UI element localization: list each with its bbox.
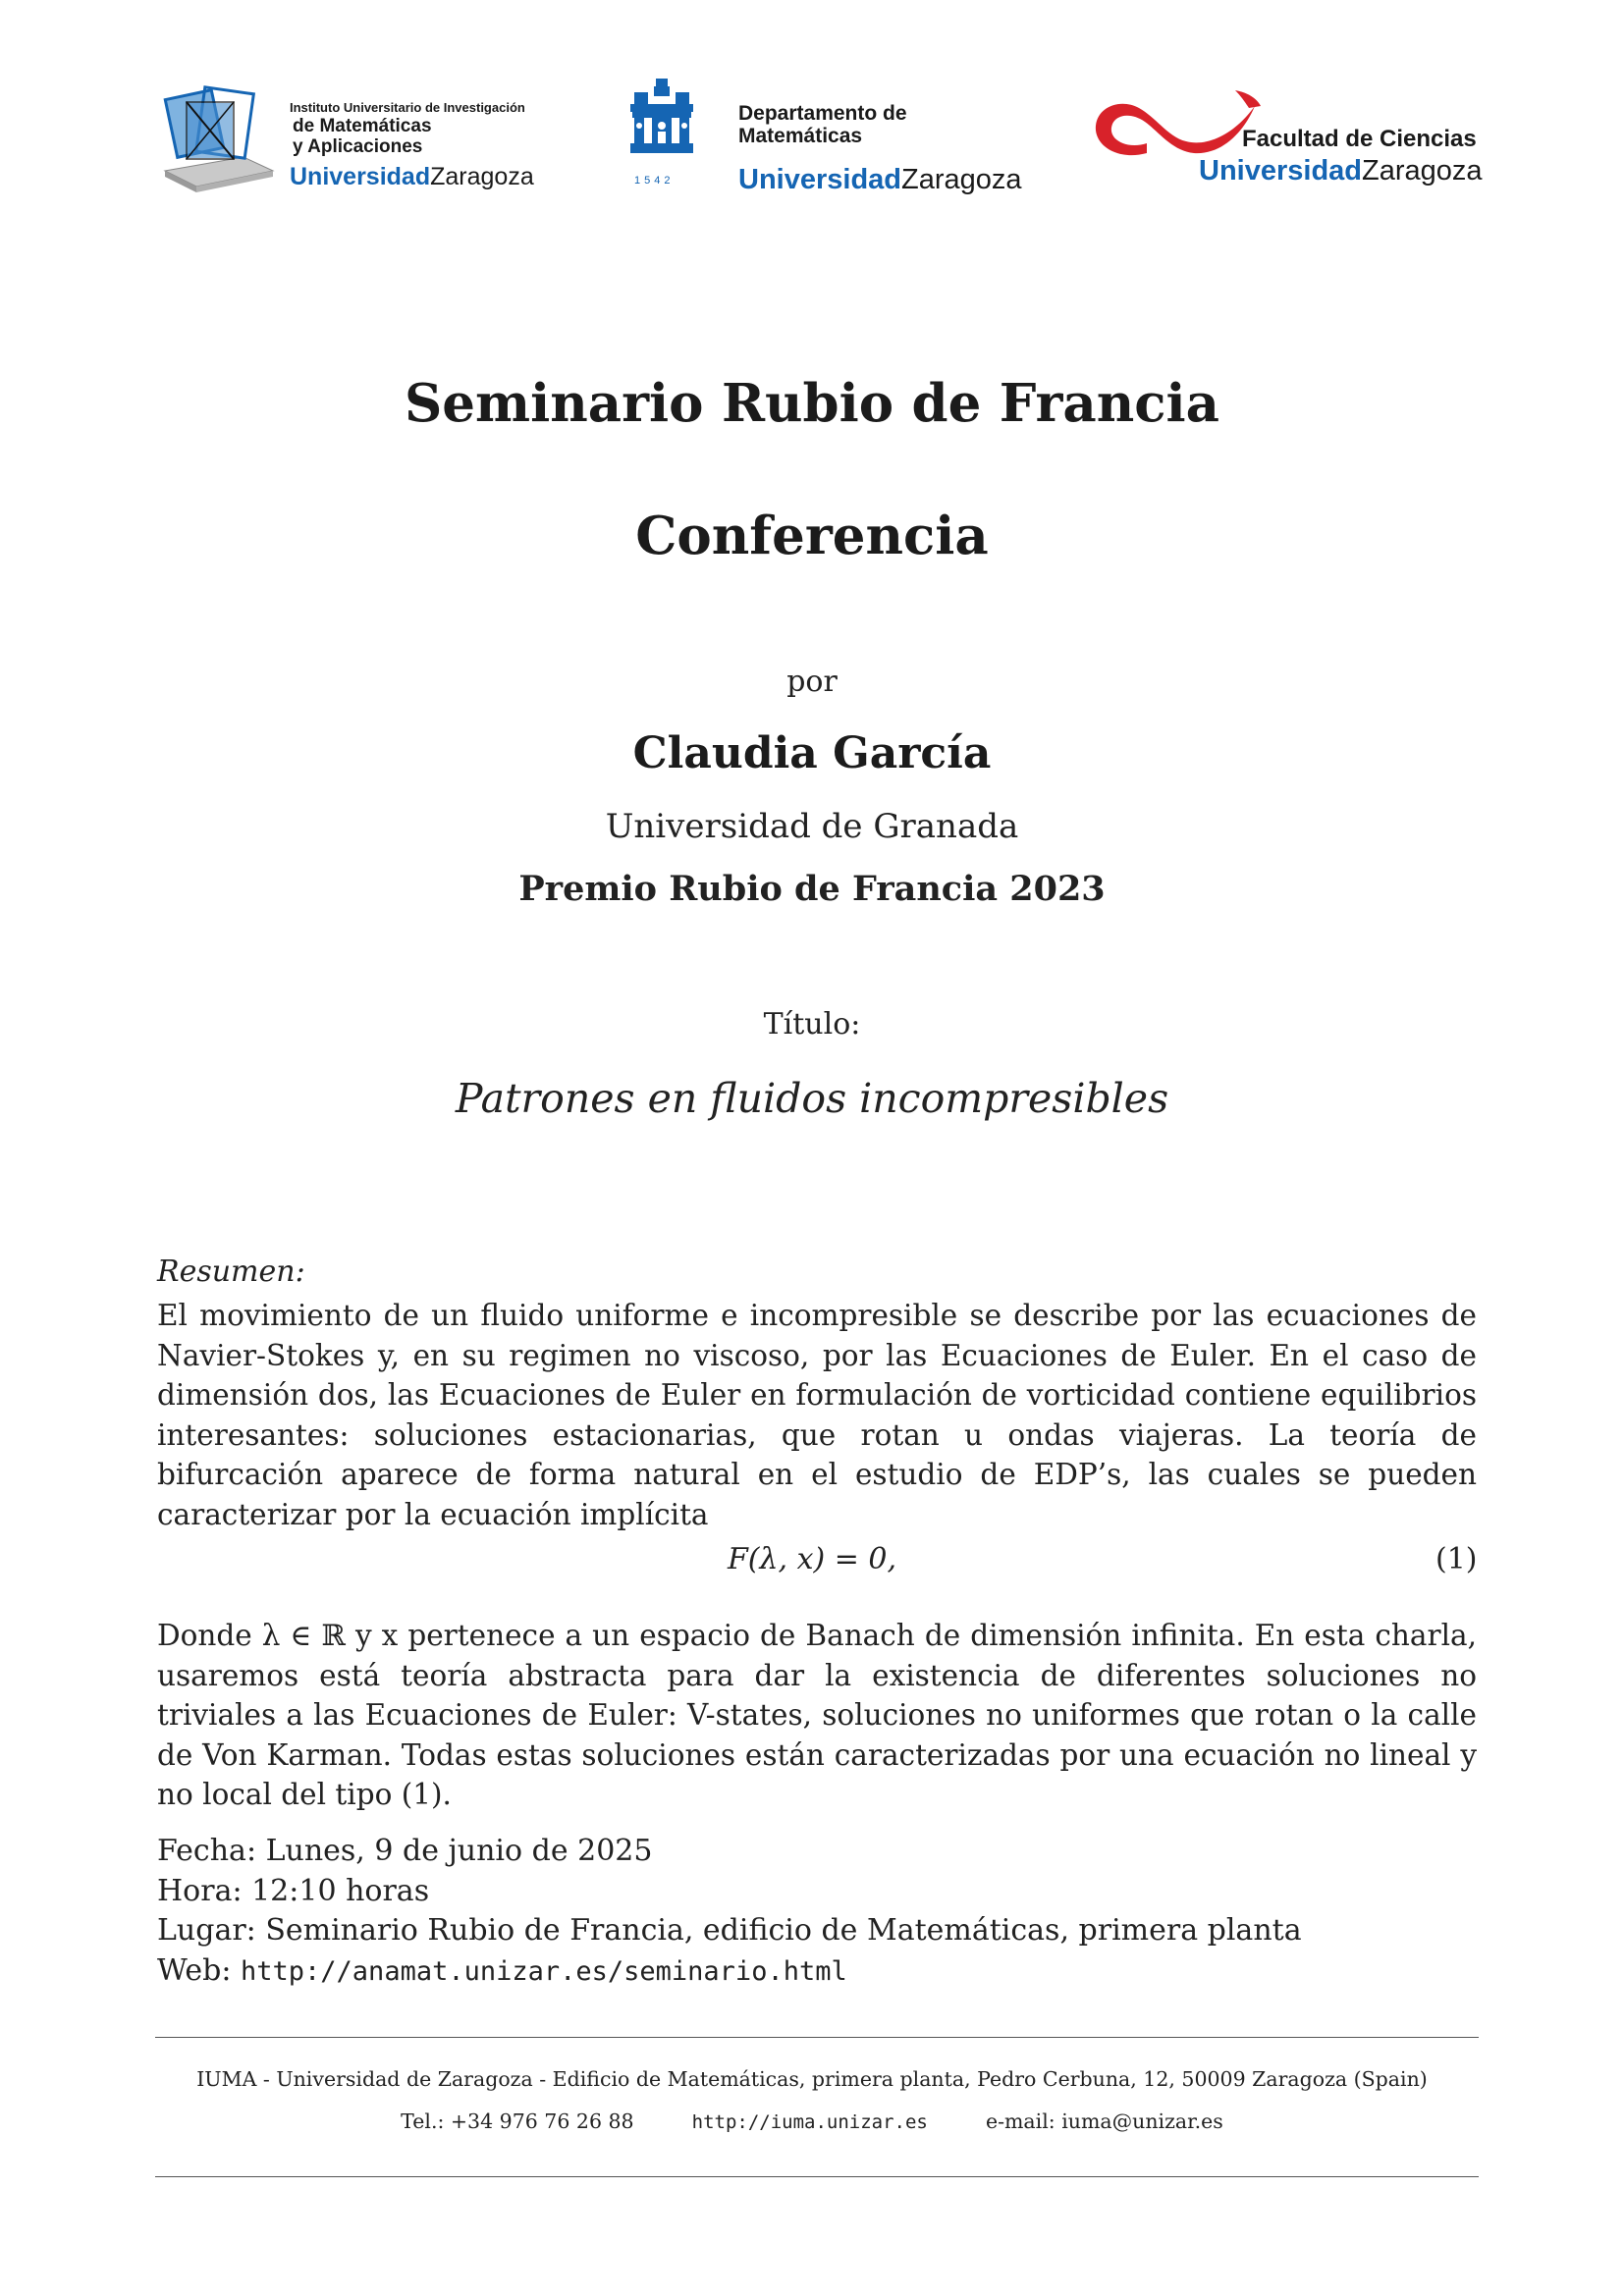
castle-emblem-icon (626, 77, 697, 169)
facultad-logo-line1: Facultad de Ciencias (1242, 126, 1477, 152)
university-word: Universidad (738, 164, 901, 195)
event-type: Conferencia (635, 506, 989, 566)
iuma-logo-university (290, 162, 534, 191)
abstract-label: Resumen: (157, 1255, 305, 1289)
footer-web-link[interactable]: http://iuma.unizar.es (691, 2111, 928, 2133)
seminar-title: Seminario Rubio de Francia (405, 373, 1219, 434)
abstract-paragraph-1: El movimiento de un fluido uniforme e incompresible se describe por las ecuaciones de Navier-Stokes y, en su regimen no viscoso, por las Ecuaciones de Euler. En el caso de dimensión dos, las Ecuaciones de Euler en formulación de vorticidad contiene equilibrios interesantes: soluciones estacionarias, que rotan u ondas viajeras. La teoría de bifurcación aparece de forma natural en el estudio de EDP’s, las cuales se pueden caracterizar por la ecuación implícita (157, 1299, 1477, 1531)
footer-email[interactable]: e-mail: iuma@unizar.es (985, 2109, 1223, 2133)
event-time: Hora: 12:10 horas (157, 1873, 430, 1908)
event-details (157, 1832, 1302, 1992)
iuma-logo-line2: de Matemáticas (293, 116, 432, 136)
web-label: Web: (157, 1952, 232, 1988)
footer-address: IUMA - Universidad de Zaragoza - Edificio de Matemáticas, primera planta, Pedro Cerbuna, 12, 50009 Zaragoza (Spain) (196, 2067, 1428, 2091)
web-link[interactable]: http://anamat.unizar.es/seminario.html (241, 1955, 847, 1987)
footer-bottom-divider (155, 2176, 1479, 2177)
footer-top-divider (155, 2037, 1479, 2038)
speaker-institution: Universidad de Granada (605, 807, 1019, 846)
university-word: Universidad (1199, 155, 1362, 187)
dept-logo-line2: Matemáticas (738, 125, 863, 147)
equation-number: (1) (1435, 1542, 1478, 1576)
equation: F(λ, x) = 0, (727, 1542, 897, 1576)
speaker-prize: Premio Rubio de Francia 2023 (518, 869, 1106, 909)
iuma-emblem-icon (157, 84, 280, 192)
facultad-logo-university (1199, 153, 1483, 187)
por-label: por (786, 665, 838, 699)
zaragoza-word: Zaragoza (901, 164, 1022, 195)
iuma-logo-line3: y Aplicaciones (293, 136, 423, 157)
footer-phone: Tel.: +34 976 76 26 88 (401, 2109, 634, 2133)
talk-title: Patrones en fluidos incompresibles (455, 1075, 1169, 1122)
event-web (157, 1951, 1302, 1993)
dept-logo (619, 77, 1031, 194)
dept-logo-year: 1542 (634, 175, 675, 187)
speaker-name: Claudia García (632, 728, 992, 778)
dept-logo-line1: Departamento de (738, 102, 907, 125)
facultad-logo (1088, 84, 1481, 192)
iuma-logo-line1: Instituto Universitario de Investigación (290, 100, 525, 115)
zaragoza-word: Zaragoza (430, 163, 534, 190)
university-word: Universidad (290, 163, 431, 190)
event-location: Lugar: Seminario Rubio de Francia, edificio de Matemáticas, primera planta (157, 1913, 1302, 1948)
footer-contact (0, 2109, 1624, 2133)
abstract-paragraph-2: Donde λ ∈ ℝ y x pertenece a un espacio de Banach de dimensión infinita. En esta charla, usaremos está teoría abstracta para dar la existencia de diferentes soluciones no triviales a las Ecuaciones de Euler: V-states, soluciones no uniformes que rotan o la calle de Von Karman. Todas estas soluciones están caracterizadas por una ecuación no lineal y no local del tipo (1). (157, 1619, 1477, 1811)
iuma-logo (157, 84, 550, 192)
title-label: Título: (763, 1007, 861, 1041)
zaragoza-word: Zaragoza (1362, 155, 1483, 187)
event-date: Fecha: Lunes, 9 de junio de 2025 (157, 1834, 653, 1868)
dept-logo-university (738, 162, 1022, 196)
